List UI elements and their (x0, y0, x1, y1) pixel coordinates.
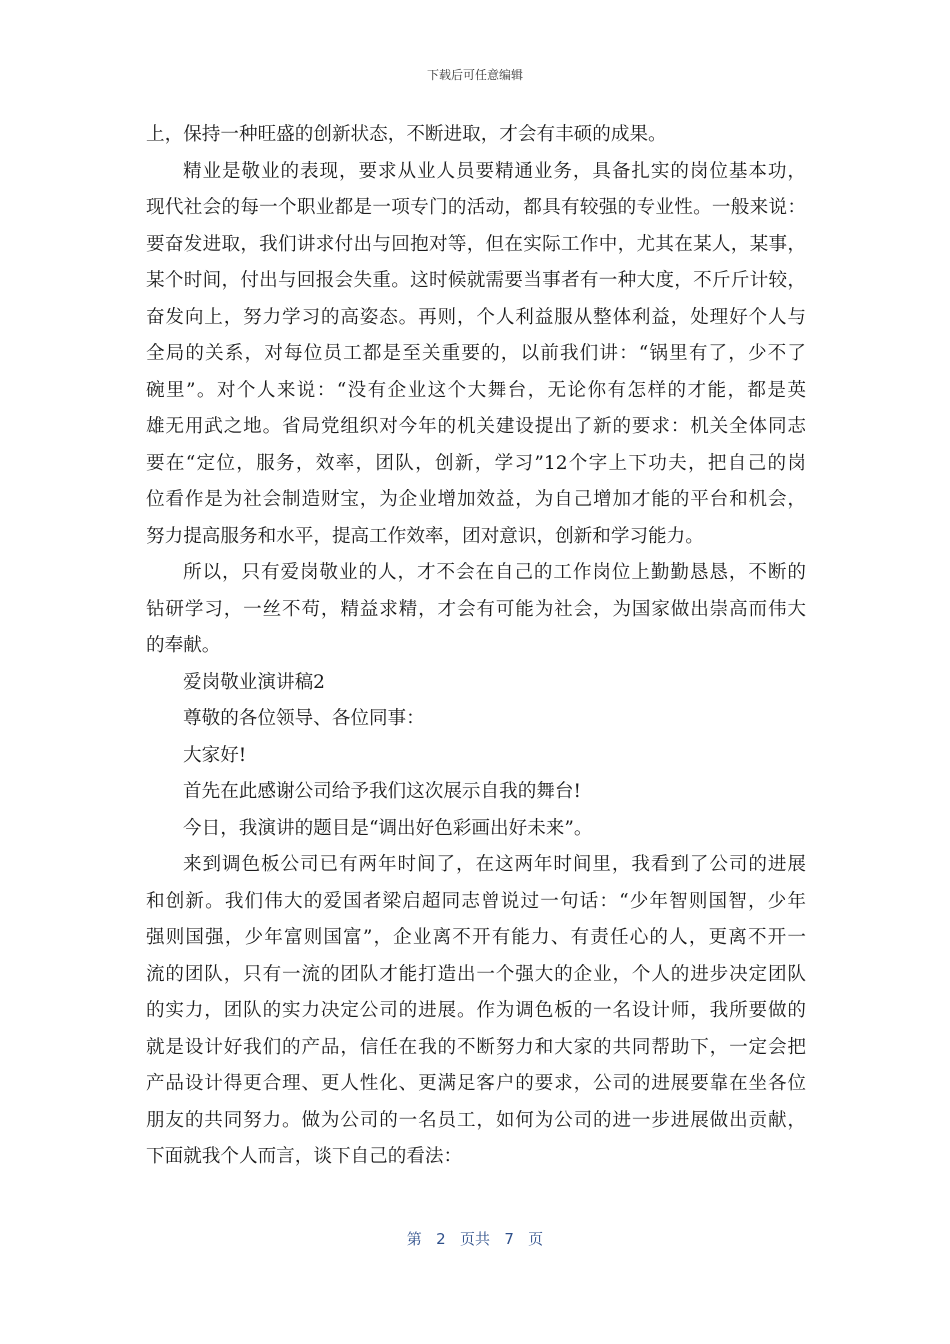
text-line: 某个时间，付出与回报会失重。这时候就需要当事者有一种大度，不斤斤计较， (146, 270, 806, 291)
total-pages-number: 7 (504, 1230, 514, 1248)
text-line: 朋友的共同努力。做为公司的一名员工，如何为公司的进一步进展做出贡献， (146, 1109, 806, 1131)
text-line: 所以，只有爱岗敬业的人，才不会在自己的工作岗位上勤勤恳恳，不断的 (183, 562, 806, 583)
text-line: 精业是敬业的表现，要求从业人员要精通业务，具备扎实的岗位基本功， (183, 160, 806, 182)
text-line: 来到调色板公司已有两年时间了，在这两年时间里，我看到了公司的进展 (183, 854, 806, 875)
text-line: 现代社会的每一个职业都是一项专门的活动，都具有较强的专业性。一般来说： (146, 197, 806, 218)
text-line: 雄无用武之地。省局党组织对今年的机关建设提出了新的要求：机关全体同志 (146, 416, 806, 437)
text-line: 爱岗敬业演讲稿2 (183, 671, 325, 693)
text-line: 就是设计好我们的产品，信任在我的不断努力和大家的共同帮助下，一定会把 (146, 1036, 806, 1058)
text-line: 位看作是为社会制造财宝，为企业增加效益，为自己增加才能的平台和机会， (146, 489, 806, 510)
footer-middle: 页共 (459, 1230, 490, 1248)
text-line: 要在“定位，服务，效率，团队，创新，学习”12个字上下功夫，把自己的岗 (146, 452, 806, 474)
current-page-number: 2 (436, 1230, 446, 1248)
page-header: 下载后可任意编辑 (426, 68, 523, 82)
text-line: 和创新。我们伟大的爱国者梁启超同志曾说过一句话：“少年智则国智，少年 (146, 890, 806, 912)
text-line: 尊敬的各位领导、各位同事： (183, 708, 425, 729)
text-line: 今日，我演讲的题目是“调出好色彩画出好未来”。 (183, 817, 593, 839)
text-line: 下面就我个人而言，谈下自己的看法： (146, 1146, 463, 1167)
text-line: 要奋发进取，我们讲求付出与回抱对等，但在实际工作中，尤其在某人，某事， (146, 233, 806, 255)
document-body (146, 117, 806, 1176)
text-line: 流的团队，只有一流的团队才能打造出一个强大的企业，个人的进步决定团队 (146, 963, 806, 985)
text-line: 首先在此感谢公司给予我们这次展示自我的舞台! (183, 781, 581, 802)
text-line: 产品设计得更合理、更人性化、更满足客户的要求，公司的进展要靠在坐各位 (146, 1073, 806, 1094)
text-line: 的奉献。 (146, 635, 221, 656)
text-line: 努力提高服务和水平，提高工作效率，团对意识，创新和学习能力。 (146, 525, 704, 547)
text-line: 奋发向上，努力学习的高姿态。再则，个人利益服从整体利益，处理好个人与 (146, 306, 806, 328)
text-line: 全局的关系，对每位员工都是至关重要的，以前我们讲：“锅里有了，少不了 (146, 343, 806, 364)
text-line: 钻研学习，一丝不苟，精益求精，才会有可能为社会，为国家做出崇高而伟大 (146, 598, 806, 620)
text-line: 大家好! (183, 744, 247, 766)
text-line: 的实力，团队的实力决定公司的进展。作为调色板的一名设计师，我所要做的 (146, 1000, 806, 1021)
footer-suffix: 页 (528, 1230, 544, 1248)
text-line: 上，保持一种旺盛的创新状态，不断进取，才会有丰硕的成果。 (146, 124, 667, 145)
text-line: 碗里”。对个人来说：“没有企业这个大舞台，无论你有怎样的才能，都是英 (146, 379, 806, 401)
footer-prefix: 第 (406, 1230, 422, 1248)
text-line: 强则国强，少年富则国富”，企业离不开有能力、有责任心的人，更离不开一 (146, 927, 806, 948)
page-footer (0, 1228, 950, 1249)
